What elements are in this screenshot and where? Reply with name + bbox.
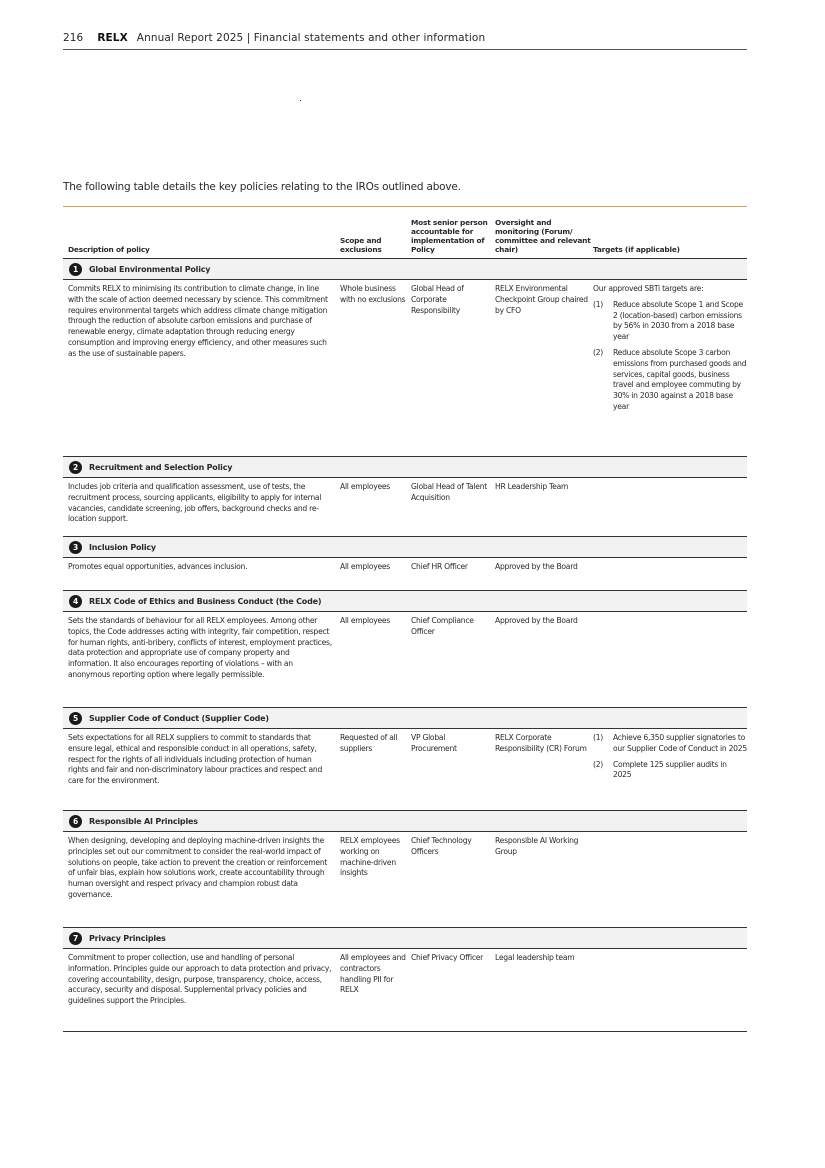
policy-oversight: Responsible AI Working Group [495, 836, 579, 856]
intro-text: The following table details the key policies relating to the IROs outlined above. [63, 181, 461, 193]
policy-targets [593, 482, 747, 536]
target-number: (1) [593, 733, 604, 742]
policies-table [63, 206, 747, 1032]
policy-section-header [63, 457, 747, 478]
target-text: Achieve 6,350 supplier signatories to our Supplier Code of Conduct in 2025 [613, 733, 747, 753]
policy-number-badge: 5 [69, 712, 82, 725]
policy-oversight: Approved by the Board [495, 616, 578, 625]
policy-name: Global Environmental Policy [89, 264, 211, 274]
policy-section-header [63, 928, 747, 949]
policy-accountable: Chief Privacy Officer [411, 953, 484, 962]
table-row [63, 478, 747, 537]
header-title: Annual Report 2025 | Financial statements and other information [136, 32, 486, 44]
policy-scope: Whole business with no exclusions [340, 284, 406, 304]
policy-section-header [63, 591, 747, 612]
policy-accountable: Chief Compliance Officer [411, 616, 474, 636]
policy-description: Includes job criteria and qualification assessment, use of tests, the recruitment process, sourcing applicants, eligibility to apply for internal vacancies, candidate screening, job offers, background checks and re-location support. [68, 482, 322, 524]
target-text: Reduce absolute Scope 3 carbon emissions from purchased goods and services, capital goods, business travel and employee commuting by 30% in 2030 against a 2018 base year [613, 347, 747, 411]
stray-dot [300, 100, 301, 101]
policy-scope: RELX employees working on machine-driven insights [340, 836, 400, 878]
policy-oversight: RELX Corporate Responsibility (CR) Forum [495, 733, 587, 753]
policy-description: Promotes equal opportunities, advances inclusion. [68, 562, 248, 571]
policy-accountable: Global Head of Talent Acquisition [411, 482, 487, 502]
policy-description: Commits RELX to minimising its contribution to climate change, in line with the scale of action deemed necessary by science. This commitment requires environmental targets which address climate change mitigation through the reduction of absolute carbon emissions and purchase of renewable energy, climate adaptation through reducing energy consumption and improving energy efficiency, and other measures such as the use of sustainable papers. [68, 284, 328, 358]
policy-accountable: Chief HR Officer [411, 562, 468, 571]
policy-name: Inclusion Policy [89, 542, 156, 552]
policy-name: RELX Code of Ethics and Business Conduct (the Code) [89, 596, 322, 606]
policy-accountable: Chief Technology Officers [411, 836, 472, 856]
policy-number-badge: 2 [69, 461, 82, 474]
policy-name: Responsible AI Principles [89, 816, 198, 826]
policy-scope: All employees [340, 616, 391, 625]
col-header-targets: Targets (if applicable) [593, 245, 680, 254]
policy-description: When designing, developing and deploying machine-driven insights the principles set out our commitment to consider the real-world impact of solutions on people, take action to prevent the creation or reinforcement of unfair bias, explain how solutions work, create accountability through human oversight and respect privacy and champion robust data governance. [68, 836, 328, 899]
target-text: Reduce absolute Scope 1 and Scope 2 (location-based) carbon emissions by 56% in 2030 from a 2018 base year [613, 299, 743, 342]
policy-accountable: Global Head of Corporate Responsibility [411, 284, 464, 315]
table-row [63, 832, 747, 928]
target-number: (1) [593, 299, 604, 309]
policy-oversight: HR Leadership Team [495, 482, 569, 491]
policy-number-badge: 1 [69, 263, 82, 276]
target-number: (2) [593, 759, 604, 769]
policy-name: Privacy Principles [89, 933, 166, 943]
target-item [593, 348, 747, 413]
target-item [593, 733, 747, 755]
target-item [593, 300, 747, 343]
policy-description: Sets the standards of behaviour for all RELX employees. Among other topics, the Code addresses acting with integrity, fair competition, respect for human rights, anti-bribery, conflicts of interest, employment practices, data protection and appropriate use of company property and information. It also encourages reporting of violations – with an anonymous reporting option where legally permissible. [68, 616, 332, 679]
col-header-oversight: Oversight and monitoring (Forum/ committee and relevant chair) [495, 218, 591, 254]
policy-number-badge: 3 [69, 541, 82, 554]
policy-oversight: Legal leadership team [495, 953, 575, 962]
policy-number-badge: 4 [69, 595, 82, 608]
policy-targets [593, 616, 747, 707]
policy-section-header [63, 708, 747, 729]
table-row [63, 280, 747, 457]
col-header-scope: Scope and exclusions [340, 236, 382, 254]
col-header-description: Description of policy [68, 245, 150, 254]
policy-scope: Requested of all suppliers [340, 733, 398, 753]
policy-scope: All employees [340, 562, 391, 571]
policy-name: Supplier Code of Conduct (Supplier Code) [89, 713, 269, 723]
policy-accountable: VP Global Procurement [411, 733, 457, 753]
target-text: Complete 125 supplier audits in 2025 [613, 759, 727, 780]
table-row [63, 729, 747, 811]
page-number: 216 [63, 32, 84, 44]
policy-targets [593, 284, 747, 456]
policy-oversight: Approved by the Board [495, 562, 578, 571]
policy-targets [593, 953, 747, 1031]
policy-section-header [63, 259, 747, 280]
table-header [63, 207, 747, 259]
policy-description: Commitment to proper collection, use and handling of personal information. Principles guide our approach to data protection and privacy, covering accountability, design, purpose, transparency, choice, access, accuracy, security and disposal. Supplemental privacy policies and guidelines support the Principles. [68, 953, 332, 1006]
policy-targets [593, 562, 747, 590]
policy-scope: All employees [340, 482, 391, 491]
page-header [63, 32, 747, 50]
policy-name: Recruitment and Selection Policy [89, 462, 233, 472]
targets-intro: Our approved SBTi targets are: [593, 284, 704, 293]
policy-targets [593, 836, 747, 927]
policy-section-header [63, 811, 747, 832]
brand-name: RELX [97, 32, 128, 44]
table-row [63, 558, 747, 591]
policy-scope: All employees and contractors handling PII for RELX [340, 953, 406, 995]
target-number: (2) [593, 347, 604, 357]
table-row [63, 949, 747, 1032]
policy-number-badge: 7 [69, 932, 82, 945]
target-item [593, 760, 747, 782]
policy-section-header [63, 537, 747, 558]
table-row [63, 612, 747, 708]
policy-oversight: RELX Environmental Checkpoint Group chaired by CFO [495, 284, 588, 315]
policy-number-badge: 6 [69, 815, 82, 828]
policy-description: Sets expectations for all RELX suppliers to commit to standards that ensure legal, ethical and responsible conduct in all operations, safety, respect for the rights of all individuals including protection of human rights and fair and non-discriminatory labour practices and respect and care for the environment. [68, 733, 323, 786]
col-header-accountable: Most senior person accountable for implementation of Policy [411, 218, 488, 254]
policy-targets [593, 733, 747, 810]
